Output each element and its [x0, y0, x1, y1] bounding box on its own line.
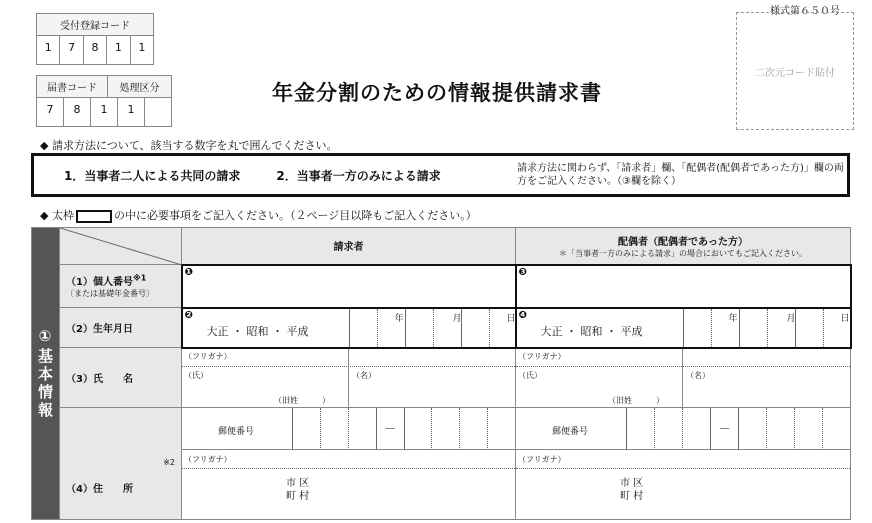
qr-code-label: 二次元コード貼付 — [755, 67, 835, 79]
row-personal-number-sub: 〔または基礎年金番号〕 — [66, 289, 154, 298]
diagonal-line — [60, 228, 182, 265]
postal-dash: － — [710, 408, 738, 450]
thick-frame-sample — [76, 210, 112, 223]
claimant-era-options[interactable]: 大正 ・ 昭和 ・ 平成 — [206, 324, 309, 338]
col-spouse-note: ＊「当事者一方のみによる請求」の場合においてもご記入ください。 — [559, 248, 807, 258]
claimant-town-label: 町 村 — [286, 491, 310, 502]
process-digit-empty — [145, 98, 171, 126]
qr-code-area — [736, 12, 854, 130]
spouse-furigana-label: （フリガナ） — [518, 351, 566, 361]
spouse-birthdate-field[interactable] — [516, 308, 851, 348]
spouse-name-field[interactable] — [516, 348, 851, 408]
notify-code-label: 届書コード — [37, 76, 108, 97]
year-unit: 年 — [728, 313, 738, 324]
row-birthdate: （2）生年月日 — [60, 308, 182, 348]
spouse-address-field[interactable] — [516, 408, 851, 520]
frame-instruction-post: の中に必要事項をご記入ください。（２ページ目以降もご記入ください。） — [113, 209, 477, 222]
marker-4: ❹ — [518, 309, 527, 321]
spouse-former-name-label: （旧姓 ） — [608, 395, 664, 405]
claimant-birthdate-field[interactable] — [182, 308, 516, 348]
col-spouse-title: 配偶者（配偶者であった方） — [618, 236, 748, 248]
receipt-digit: 1 — [37, 36, 60, 64]
notify-code-box — [36, 75, 172, 127]
receipt-digit: 7 — [60, 36, 83, 64]
claimant-former-name-label: （旧姓 ） — [274, 395, 330, 405]
spouse-city-label: 市 区 — [620, 478, 644, 489]
notify-digit: 8 — [64, 98, 91, 126]
process-digit: 1 — [118, 98, 145, 126]
spouse-surname-label: （氏） — [518, 370, 542, 380]
marker-2: ❷ — [184, 309, 193, 321]
receipt-digit: 1 — [138, 41, 146, 54]
spouse-address-furigana: （フリガナ） — [518, 455, 566, 464]
claimant-city-label: 市 区 — [286, 478, 310, 489]
notify-digit: 1 — [91, 98, 118, 126]
basic-info-table — [31, 227, 852, 520]
receipt-digit: 8 — [84, 36, 107, 64]
claimant-name-field[interactable] — [182, 348, 516, 408]
frame-instruction — [40, 207, 477, 223]
method-note: 請求方法に関わらず、「請求者」欄、「配偶者(配偶者であった方)」欄の両方をご記入ください。（③欄を除く） — [517, 163, 844, 187]
claimant-postal-label: 郵便番号 — [218, 427, 255, 437]
month-unit: 月 — [452, 313, 462, 324]
note-mark-1: ※1 — [132, 273, 147, 283]
month-unit: 月 — [786, 313, 796, 324]
spouse-postal-label: 郵便番号 — [552, 427, 589, 437]
page-title: 年金分割のための情報提供請求書 — [272, 81, 602, 105]
marker-3: ❸ — [518, 266, 527, 278]
col-claimant: 請求者 — [182, 228, 516, 265]
claimant-given-label: （名） — [352, 370, 376, 380]
spouse-personal-number-field[interactable] — [516, 265, 851, 308]
section-label-text: ①基本情報 — [36, 327, 54, 420]
note-mark-2: ※2 — [163, 458, 175, 467]
spouse-given-label: （名） — [686, 370, 710, 380]
row-address — [60, 408, 182, 520]
spouse-era-options[interactable]: 大正 ・ 昭和 ・ 平成 — [540, 324, 643, 338]
row-address-label: （4）住 所 — [66, 484, 133, 495]
receipt-code-label: 受付登録コード — [60, 21, 130, 32]
method-option-single[interactable]: 2．当事者一方のみによる請求 — [276, 168, 441, 183]
row-personal-number-label: （1）個人番号 — [66, 277, 133, 288]
form-number: 様式第６５０号 — [770, 6, 840, 17]
method-option-joint[interactable]: 1．当事者二人による共同の請求 — [64, 168, 241, 183]
claimant-furigana-label: （フリガナ） — [184, 351, 232, 361]
year-unit: 年 — [394, 313, 404, 324]
notify-digit: 7 — [37, 98, 64, 126]
col-spouse — [516, 228, 851, 265]
process-class-label: 処理区分 — [119, 83, 160, 94]
day-unit: 日 — [840, 313, 850, 324]
receipt-digit: 1 — [107, 36, 130, 64]
method-instruction: ◆ 請求方法について、該当する数字を丸で囲んでください。 — [40, 139, 338, 152]
section-label — [32, 228, 60, 520]
claimant-personal-number-field[interactable] — [182, 265, 516, 308]
postal-dash: － — [376, 408, 404, 450]
day-unit: 日 — [506, 313, 516, 324]
receipt-code-box — [36, 13, 154, 65]
row-name: （3）氏 名 — [60, 348, 182, 408]
frame-instruction-pre: ◆ 太枠 — [40, 209, 74, 222]
claimant-address-furigana: （フリガナ） — [184, 455, 232, 464]
spouse-town-label: 町 村 — [620, 491, 644, 502]
claimant-address-field[interactable] — [182, 408, 516, 520]
row-personal-number — [60, 265, 182, 308]
header-diagonal-cell — [60, 228, 182, 265]
claimant-surname-label: （氏） — [184, 370, 208, 380]
marker-1: ❶ — [184, 266, 193, 278]
method-selection-box — [31, 153, 850, 197]
